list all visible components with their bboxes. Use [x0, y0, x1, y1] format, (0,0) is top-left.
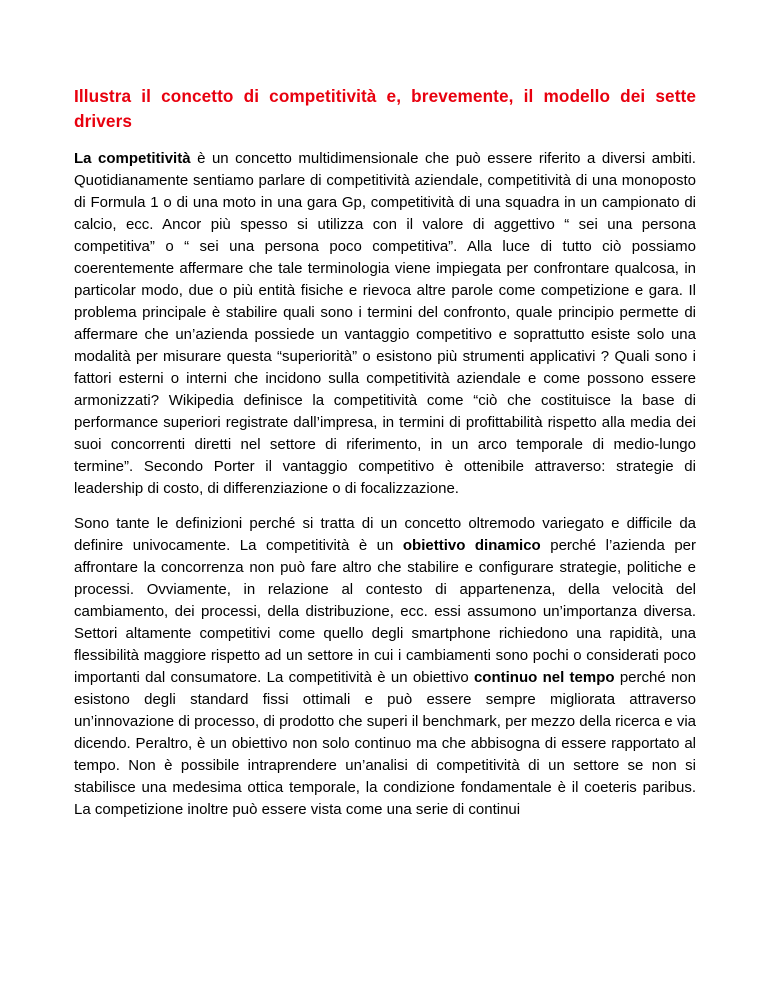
bold-term-continuo-nel-tempo: continuo nel tempo — [473, 669, 615, 686]
paragraph-text: è un concetto multidimensionale che può essere riferito a diversi ambiti. Quotidianamente sentiamo parlare di competitività aziendale, competitività di una monoposto di Formula 1 o di una moto in una gara Gp, competitività di una squadra in un campionato di calcio, ecc. Ancor più spesso si utilizza con il valore di aggettivo “ sei una persona competitiva” o “ sei una persona poco competitiva”. Alla luce di tutto ciò possiamo coerentemente affermare che tale terminologia viene impiegata per confrontare qualcosa, in particolar modo, due o più entità fisiche e rievoca altre parole come competizione e gara. Il problema principale è stabilire quali sono i termini del confronto, quale principio permette di affermare che un’azienda possiede un vantaggio competitivo e soprattutto esiste solo una modalità per misurare questa “superiorità” o esistono più strumenti applicativi ? Quali sono i fattori esterni o interni che incidono sulla competitività aziendale e come possono essere armonizzati? Wikipedia definisce la competitività come “ciò che costituisce la base di performance superiori registrate dall’impresa, in termini di profittabilità rispetto alla media dei suoi concorrenti diretti nel settore di riferimento, in un arco temporale di medio-lungo termine”. Secondo Porter il vantaggio competitivo è ottenibile attraverso: strategie di leadership di costo, di differenziazione o di focalizzazione. — [74, 150, 696, 497]
document-title: Illustra il concetto di competitività e, brevemente, il modello dei sette drivers — [74, 86, 696, 131]
paragraph-text: Sono tante le definizioni perché si tratta di un concetto oltremodo variegato e difficile da definire univocamente. La competitività è un — [74, 515, 696, 554]
paragraph-text: perché l’azienda per affrontare la concorrenza non può fare altro che stabilire e configurare strategie, politiche e processi. Ovviamente, in relazione al contesto di appartenenza, della velocità del cambiamento, dei processi, della distribuzione, ecc. essi assumono un’importanza diversa. Settori altamente competitivi come quello degli smartphone richiedono una rapidità, una flessibilità maggiore rispetto ad un settore in cui i cambiamenti sono pochi o considerati poco importanti dal consumatore. La competitività è un obiettivo — [74, 537, 697, 686]
paragraph-obiettivo-dinamico — [74, 513, 696, 821]
bold-term-la-competitivita: La competitività — [74, 150, 191, 167]
paragraph-text: perché non esistono degli standard fissi ottimali e può essere sempre migliorata attraverso un’innovazione di processo, di prodotto che superi il benchmark, per mezzo della ricerca e via dicendo. Peraltro, è un obiettivo non solo continuo ma che abbisogna di essere rapportato al tempo. Non è possibile intraprendere un’analisi di competitività di un settore se non si stabilisce una medesima ottica temporale, la condizione fondamentale è il coeteris paribus. La competizione inoltre può essere vista come una serie di continui — [74, 669, 696, 818]
bold-term-obiettivo-dinamico: obiettivo dinamico — [402, 537, 541, 554]
document-page — [74, 84, 696, 834]
paragraph-competitivita-definizione — [74, 148, 696, 500]
